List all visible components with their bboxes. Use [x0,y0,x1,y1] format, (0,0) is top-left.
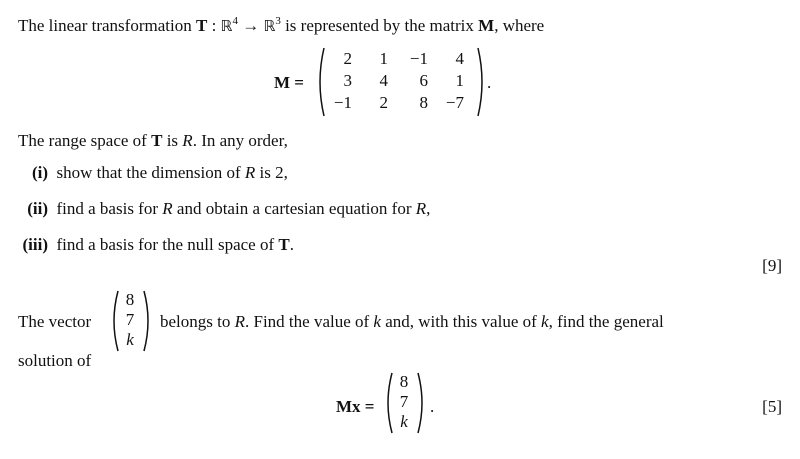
vector-text-5: , find the general [548,312,664,331]
marks-2: [5] [762,397,782,416]
part-text: show that the dimension of [56,163,245,182]
matrix-cell: 6 [419,71,428,90]
final-vector-grid [394,372,414,432]
vector-entry: 8 [399,372,409,391]
part-label: (ii) [27,199,48,218]
part-text-post: is 2, [255,163,288,182]
part-iii [18,235,294,255]
part-var: R [162,199,173,218]
matrix-cell: 8 [419,93,428,112]
vector-entry: 7 [399,392,409,411]
left-paren-icon [110,290,120,352]
final-trailing: . [430,397,435,416]
matrix-cell: −1 [333,93,352,112]
range-symbol: R [182,131,193,150]
matrix-cell: 2 [343,49,352,68]
matrix-cell: 4 [379,71,388,90]
domain-exponent: 4 [232,15,238,27]
transformation-symbol: T [151,131,163,150]
matrix-grid [322,49,470,115]
part-text-post: and obtain a cartesian equation for [172,199,416,218]
matrix-cell: 2 [379,93,388,112]
part-var-2: R [415,199,427,218]
part-text: find a basis for the null space of [56,235,279,254]
k-symbol: k [373,312,381,331]
intro-text-3: , where [494,16,545,35]
colon: : [207,16,221,35]
part-text-post-2: , [426,199,431,218]
k-symbol: k [541,312,549,331]
matrix-cell: 1 [379,49,388,68]
column-vector [110,290,156,352]
part-label: (i) [31,163,48,182]
matrix-trailing: . [487,73,492,92]
part-label: (iii) [22,235,48,254]
left-paren-icon [384,372,394,434]
intro-text-2: is represented by the matrix [280,16,479,35]
vector-text: belongs to [160,312,235,331]
matrix-cell: 4 [455,49,464,68]
part-text-post: . [289,235,294,254]
intro-text: The linear transformation [18,16,196,35]
codomain-symbol: ℝ [263,17,276,35]
matrix [316,47,488,117]
transformation-symbol: T [195,16,208,35]
matrix-cell: 1 [455,71,464,90]
range-text: The range space of [18,131,152,150]
part-var: R [244,163,256,182]
vector-text-3: . Find the value of [245,312,374,331]
range-symbol: R [234,312,245,331]
matrix-symbol: M [478,16,495,35]
vector-text-2 [160,312,664,332]
vector-grid [120,290,140,350]
matrix-cell: −7 [445,93,464,112]
right-paren-icon [416,372,426,434]
arrow: → [237,16,264,35]
range-text-3: . In any order, [192,131,288,150]
final-lhs: Mx = [336,397,375,416]
part-var: T [278,235,290,254]
vector-entry: k [400,412,408,431]
matrix-cell: 3 [343,71,352,90]
range-text-2: is [162,131,183,150]
part-text: find a basis for [56,199,163,218]
right-paren-icon [476,47,486,117]
marks-1: [9] [762,256,782,275]
solution-text: solution of [18,351,92,370]
right-paren-icon [142,290,152,352]
domain-symbol: ℝ [220,17,233,35]
vector-text-1: The vector [18,312,92,331]
vector-entry: 7 [125,310,135,329]
matrix-cell: −1 [409,49,428,68]
vector-entry: 8 [125,290,135,309]
final-column-vector [384,372,430,434]
vector-text-4: and, with this value of [380,312,542,331]
codomain-exponent: 3 [275,15,281,27]
matrix-lhs: M = [274,73,304,92]
part-i [18,163,288,183]
range-line [18,131,288,151]
intro-line [18,16,544,36]
vector-entry: k [126,330,134,349]
part-ii [18,199,430,219]
